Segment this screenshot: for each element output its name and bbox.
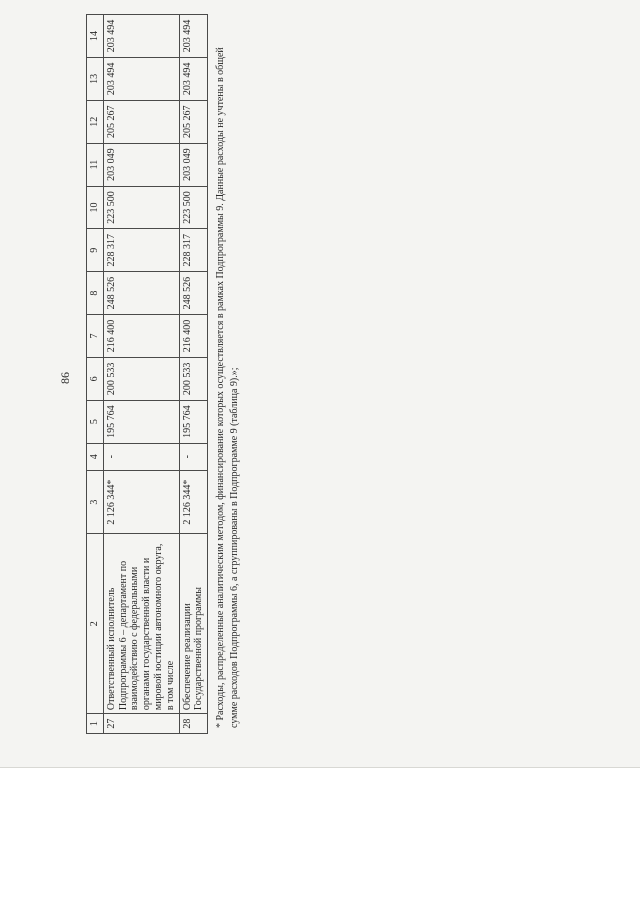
value-cell: 2 126 344*	[103, 470, 179, 534]
header-cell: 8	[87, 272, 104, 315]
row-number: 27	[103, 714, 179, 734]
table-row	[103, 15, 179, 734]
value-cell: 2 126 344*	[179, 470, 208, 534]
header-cell: 12	[87, 100, 104, 143]
value-cell: 195 764	[179, 400, 208, 443]
header-cell: 13	[87, 57, 104, 100]
value-cell: 205 267	[179, 100, 208, 143]
value-cell: -	[103, 443, 179, 470]
header-cell: 10	[87, 186, 104, 229]
value-cell: 223 500	[103, 186, 179, 229]
header-cell: 4	[87, 443, 104, 470]
value-cell: 205 267	[103, 100, 179, 143]
value-cell: 216 400	[103, 315, 179, 358]
value-cell: -	[179, 443, 208, 470]
rotated-content	[58, 14, 258, 734]
header-cell: 9	[87, 229, 104, 272]
value-cell: 195 764	[103, 400, 179, 443]
value-cell: 203 494	[103, 57, 179, 100]
value-cell: 203 494	[179, 57, 208, 100]
value-cell: 228 317	[103, 229, 179, 272]
header-cell: 14	[87, 15, 104, 58]
header-cell: 2	[87, 534, 104, 714]
value-cell: 216 400	[179, 315, 208, 358]
value-cell: 223 500	[179, 186, 208, 229]
value-cell: 203 494	[179, 15, 208, 58]
header-cell: 1	[87, 714, 104, 734]
table-row	[179, 15, 208, 734]
header-cell: 6	[87, 357, 104, 400]
header-cell: 3	[87, 470, 104, 534]
row-number: 28	[179, 714, 208, 734]
row-label: Ответственный исполнитель Подпрограммы 6 – департамент по взаимодействию с федеральными органами государственной власти и мировой юстиции автономного округа, в том числе	[103, 534, 179, 714]
footnote: * Расходы, распределенные аналитическим методом, финансирование которых осуществляется в рамках Подпрограммы 9. Данные расходы не учтены в общей сумме расходов Подпрограммы 6, а сгруппированы в Подпрограмме 9 (таблица 9).»;	[215, 47, 240, 728]
table-header-row	[87, 15, 104, 734]
value-cell: 203 049	[179, 143, 208, 186]
value-cell: 203 049	[103, 143, 179, 186]
budget-table	[86, 14, 208, 734]
value-cell: 200 533	[179, 357, 208, 400]
header-cell: 5	[87, 400, 104, 443]
value-cell: 200 533	[103, 357, 179, 400]
value-cell: 248 526	[103, 272, 179, 315]
header-cell: 7	[87, 315, 104, 358]
page-number: 86	[58, 372, 72, 384]
value-cell: 228 317	[179, 229, 208, 272]
row-label: Обеспечение реализации Государственной программы	[179, 534, 208, 714]
value-cell: 248 526	[179, 272, 208, 315]
header-cell: 11	[87, 143, 104, 186]
value-cell: 203 494	[103, 15, 179, 58]
